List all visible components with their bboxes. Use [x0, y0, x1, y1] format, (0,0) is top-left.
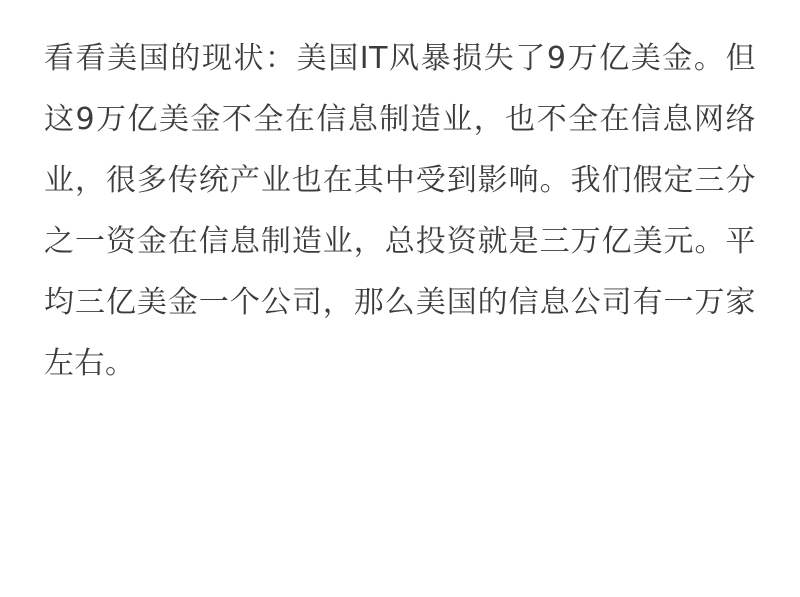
body-paragraph: 看看美国的现状：美国IT风暴损失了9万亿美金。但这9万亿美金不全在信息制造业，也不全在信息网络业，很多传统产业也在其中受到影响。我们假定三分之一资金在信息制造业，总投资就是三万亿美元。平均三亿美金一个公司，那么美国的信息公司有一万家左右。: [44, 41, 756, 381]
